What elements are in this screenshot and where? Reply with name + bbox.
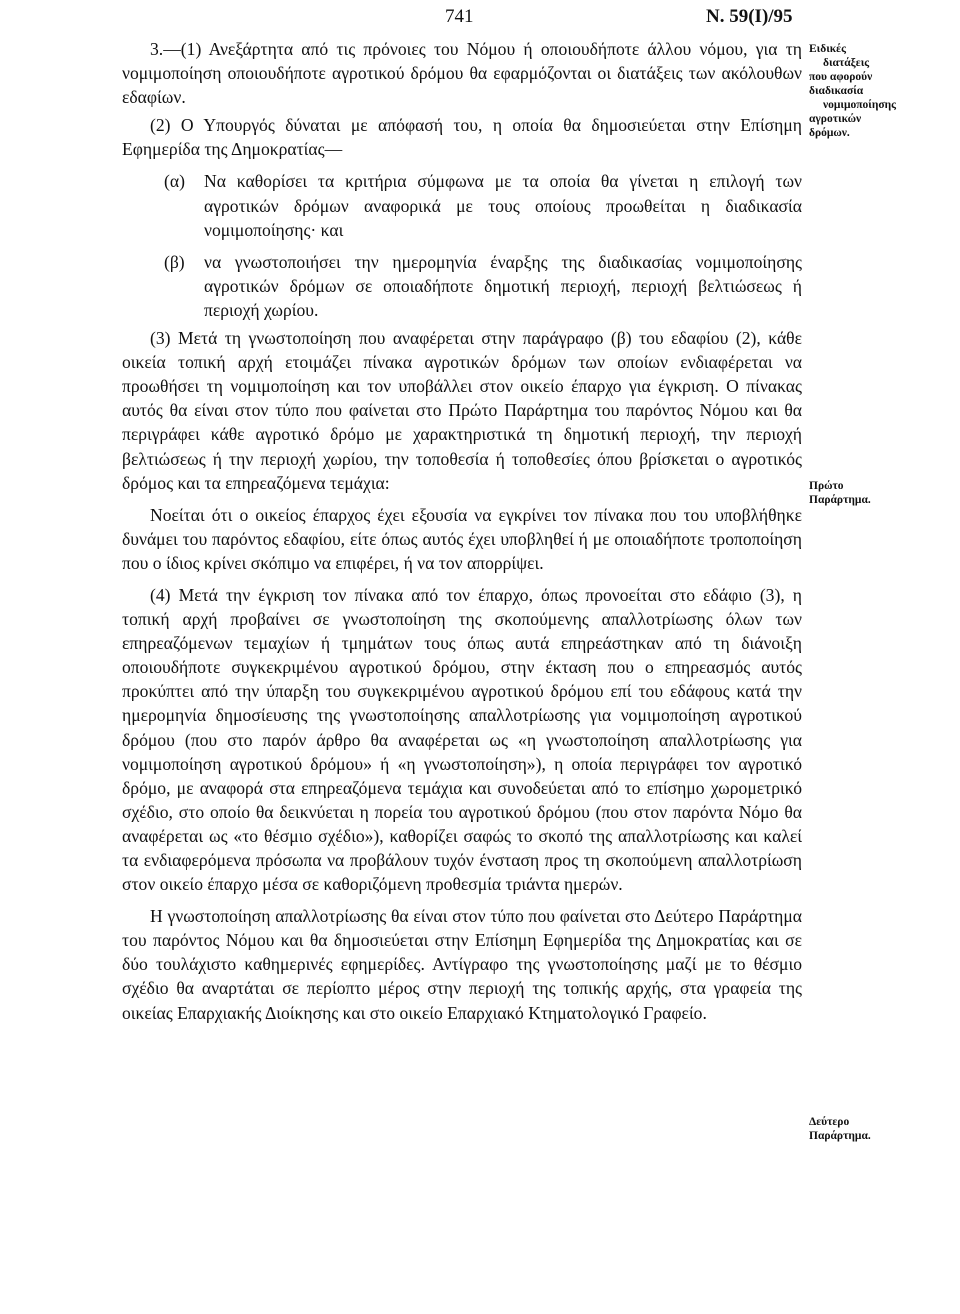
page-number: 741	[445, 6, 474, 27]
margin-note-second-schedule	[809, 1115, 959, 1143]
notice-paragraph: Η γνωστοποίηση απαλλοτρίωσης θα είναι στον τύπο που φαίνεται στο Δεύτερο Παράρτημα του παρόντος Νόμου και θα δημοσιεύεται στην Επίσημη Εφημερίδα της Δημοκρατίας και σε δύο τουλάχιστο καθημερινές εφημερίδες. Αντίγραφο της γνωστοποίησης μαζί με το θέσμιο σχέδιο θα αναρτάται σε περίοπτο μέρος στην περιοχή της τοπικής αρχής, στα γραφεία της οικείας Επαρχιακής Διοίκησης και στο οικείο Επαρχιακό Κτηματολογικό Γραφείο.	[122, 906, 802, 1023]
margin-note-line: διατάξεις	[823, 57, 870, 69]
margin-note-line: αγροτικών	[809, 113, 862, 125]
paragraph-b-label: (β)	[164, 251, 185, 272]
section-3-subsection-3: (3) Μετά τη γνωστοποίηση που αναφέρεται στην παράγραφο (β) του εδαφίου (2), κάθε οικεία τοπική αρχή ετοιμάζει πίνακα αγροτικών δρόμων των οποίων ενδιαφέρεται να προωθήσει τη νομιμοποίηση και τον υποβάλλει στον οικείο έπαρχο για έγκριση. Ο πίνακας αυτός θα είναι στον τύπο που φαίνεται στο Πρώτο Παράρτημα του παρόντος Νόμου και θα περιγράφει κάθε αγροτικό δρόμο με χαρακτηριστικά τη δημοτική περιοχή, την περιοχή βελτιώσεως ή την περιοχή χωρίου, την τοποθεσία ή τοποθεσίες όπου βρίσκεται ο αγροτικός δρόμος και τα επηρεαζόμενα τεμάχια:	[122, 328, 802, 493]
margin-note-line: δρόμων.	[809, 127, 850, 139]
margin-note-line: Δεύτερο	[809, 1116, 850, 1128]
margin-note-line: Παράρτημα.	[809, 1130, 871, 1142]
margin-note-line: Παράρτημα.	[809, 494, 871, 506]
law-number: Ν. 59(Ι)/95	[706, 6, 793, 27]
paragraph-a-text: Να καθορίσει τα κριτήρια σύμφωνα με τα οποία θα γίνεται η επιλογή των αγροτικών δρόμων αναφορικά με τους οποίους προωθείται η διαδικασία νομιμοποίησης· και	[204, 171, 802, 240]
margin-note-line: νομιμοποίησης	[823, 99, 897, 111]
section-3-subsection-2: (2) Ο Υπουργός δύναται με απόφασή του, η οποία θα δημοσιεύεται στην Επίσημη Εφημερίδα της Δημοκρατίας—	[122, 115, 802, 160]
margin-note-line: διαδικασία	[809, 85, 864, 97]
paragraph-b	[164, 250, 802, 322]
subsection-3-proviso: Νοείται ότι ο οικείος έπαρχος έχει εξουσία να εγκρίνει τον πίνακα που του υποβλήθηκε δυνάμει του παρόντος εδαφίου, είτε όπως αυτός έχει υποβληθεί ή με οποιαδήποτε τροποποίηση που ο ίδιος κρίνει σκόπιμο να επιφέρει, ή να τον απορρίψει.	[122, 504, 802, 573]
margin-note-special-provisions	[809, 42, 959, 140]
section-3-subsection-4: (4) Μετά την έγκριση τον πίνακα από τον έπαρχο, όπως προνοείται στο εδάφιο (3), η τοπική αρχή προβαίνει σε γνωστοποίηση της σκοπούμενης απαλλοτρίωσης όλων των επηρεαζόμενων τεμαχίων ή τμημάτων τους όπως αυτά επηρεάστηκαν από τη διάνοιξη οποιουδήποτε συγκεκριμένου αγροτικού δρόμου, στην έκταση που ο επηρεασμός αυτός προκύπτει από την ύπαρξη του συγκεκριμένου αγροτικού δρόμου επί του εδάφους κατά την ημερομηνία δημοσίευσης της γνωστοποίησης απαλλοτρίωσης για νομιμοποίηση αγροτικού δρόμου (που στο παρόν άρθρο θα αναφέρεται ως «η γνωστοποίηση απαλλοτρίωσης για νομιμοποίηση αγροτικού δρόμου» ή «η γνωστοποίηση»), η οποία περιγράφει τον αγροτικό δρόμο, με αναφορά στα επηρεαζόμενα τεμάχια και συνοδεύεται από το επίσημο χωρομετρικό σχέδιο, στο οποίο θα δεικνύεται η πορεία του αγροτικού δρόμου (που στον παρόντα Νόμο θα αναφέρεται ως «το θέσμιο σχέδιο»), καθορίζει σαφώς το σκοπό της απαλλοτρίωσης και καλεί τα ενδιαφερόμενα πρόσωπα να προβάλουν τυχόν ένσταση προς τη σκοπούμενη απαλλοτρίωση στον οικείο έπαρχο μέσα σε καθοριζόμενη προθεσμία τριάντα ημερών.	[122, 584, 802, 895]
paragraph-a	[164, 169, 802, 241]
margin-note-first-schedule	[809, 479, 959, 507]
section-3-subsection-1: 3.—(1) Ανεξάρτητα από τις πρόνοιες του Νόμου ή οποιουδήποτε άλλου νόμου, για τη νομιμοποίηση οποιουδήποτε αγροτικού δρόμου θα εφαρμόζονται οι διατάξεις των ακόλουθων εδαφίων.	[122, 39, 802, 108]
margin-note-line: Πρώτο	[809, 480, 844, 492]
paragraph-a-label: (α)	[164, 171, 185, 192]
main-text	[122, 37, 802, 1025]
margin-note-line: που αφορούν	[809, 71, 873, 83]
paragraph-b-text: να γνωστοποιήσει την ημερομηνία έναρξης της διαδικασίας νομιμοποίησης αγροτικών δρόμων σε οποιαδήποτε δημοτική περιοχή, περιοχή βελτιώσεως ή περιοχή χωρίου.	[204, 251, 802, 320]
margin-note-line: Ειδικές	[809, 43, 846, 55]
